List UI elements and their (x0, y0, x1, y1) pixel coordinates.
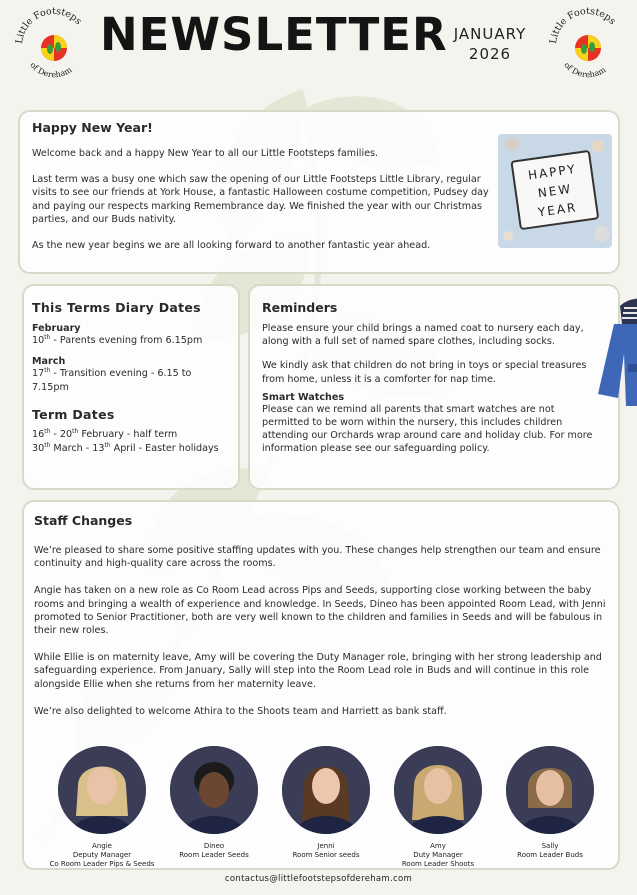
little-footsteps-logo (12, 6, 96, 82)
issue-month: JANUARY (453, 25, 527, 43)
staff-heading: Staff Changes (34, 513, 133, 528)
diary-heading: This Terms Diary Dates (32, 300, 201, 315)
march-event: 17th - Transition evening - 6.15 to 7.15pm (32, 366, 192, 393)
march-label: March (32, 356, 66, 367)
staff-paragraph-2: Angie has taken on a new role as Co Room Lead across Pips and Seeds, supporting close working between the baby rooms and bringing a wealth of experience and knowledge. In Seeds, Dineo has been appointed Room Lead, with Jenni promoted to Senior Practitioner, both are very well known to the children and families in Seeds and will be fabulous in their new roles. (34, 585, 606, 637)
staff-paragraph-4: We’re also delighted to welcome Athira to the Shoots team and Harriett as bank staff. (34, 705, 447, 717)
svg-text:Little Footsteps: Little Footsteps (548, 6, 618, 45)
reminder-smart-watches: Please can we remind all parents that smart watches are not permitted to be worn within the nursery, this includes children attending our Orchards wrap around care and holiday club. For more information please see our safeguarding policy. (262, 403, 593, 455)
svg-text:NEW: NEW (536, 181, 574, 201)
avatar (394, 746, 482, 834)
happy-new-year-lightbox-image (498, 134, 612, 248)
term-dates-heading: Term Dates (32, 407, 115, 422)
staff-member-jenni (266, 746, 386, 860)
staff-paragraph-3: While Ellie is on maternity leave, Amy will be covering the Duty Manager role, bringing with her strong leadership and safeguarding experience. From January, Sally will step into the Room Lead role in Buds and will continue in this role alongside Ellie when she returns from her maternity leave. (34, 652, 602, 690)
term-date-half-term: 16th - 20th February - half term (32, 427, 178, 440)
staff-paragraph-1: We’re pleased to share some positive staffing updates with you. These changes help strengthen our team and ensure continuity and high-quality care across the rooms. (34, 545, 601, 570)
svg-text:HAPPY: HAPPY (527, 161, 578, 183)
staff-role: Duty Manager (413, 851, 463, 859)
staff-member-angie (42, 746, 162, 869)
staff-role: Deputy Manager (72, 851, 132, 859)
staff-role-2: Room Leader Shoots (401, 860, 475, 868)
reminders-panel (248, 284, 620, 490)
avatar (282, 746, 370, 834)
newsletter-title: NEWSLETTER (100, 8, 448, 61)
diary-dates-panel (22, 284, 240, 490)
happy-new-year-panel (18, 110, 620, 274)
contact-email[interactable]: contactus@littlefootstepsofdereham.com (224, 874, 413, 884)
staff-name: Jenni (317, 842, 335, 850)
reminder-toys: We kindly ask that children do not bring in toys or special treasures from home, unless it is a comforter for nap time. (262, 360, 587, 385)
staff-changes-panel (22, 500, 620, 870)
staff-role: Room Senior seeds (292, 851, 360, 859)
little-footsteps-logo-right (546, 6, 630, 82)
staff-name: Dineo (203, 842, 225, 850)
avatar (506, 746, 594, 834)
staff-name: Sally (541, 842, 559, 850)
reminder-coat: Please ensure your child brings a named coat to nursery each day, along with a full set of named spare clothes, including socks. (262, 323, 584, 348)
staff-photos-row (32, 746, 612, 866)
staff-name: Amy (430, 842, 446, 850)
svg-text:of Dereham: of Dereham (562, 60, 608, 80)
staff-role: Room Leader Buds (517, 851, 583, 859)
avatar (170, 746, 258, 834)
coat-icon (590, 294, 637, 414)
happy-paragraph-1: Welcome back and a happy New Year to all our Little Footsteps families. (32, 148, 379, 159)
term-date-easter: 30th March - 13th April - Easter holidays (32, 441, 219, 454)
happy-paragraph-2: Last term was a busy one which saw the opening of our Little Footsteps Little Library, regular visits to see our friends at York House, a fantastic Halloween costume competition, Pudsey day and paying our respects marking Remembrance day. We finished the year with our Christmas parties, and our Buds nativity. (32, 174, 489, 225)
staff-member-amy (378, 746, 498, 869)
staff-member-sally (490, 746, 610, 860)
staff-member-dineo (154, 746, 274, 860)
february-event: 10th - Parents evening from 6.15pm (32, 333, 203, 346)
staff-name: Angie (92, 842, 112, 850)
reminders-heading: Reminders (262, 300, 338, 315)
smart-watches-heading: Smart Watches (262, 391, 345, 403)
issue-date (440, 24, 540, 64)
happy-heading: Happy New Year! (32, 120, 153, 135)
avatar (58, 746, 146, 834)
staff-role-2: Co Room Leader Pips & Seeds (49, 860, 155, 868)
svg-text:YEAR: YEAR (537, 200, 579, 220)
issue-year: 2026 (468, 45, 512, 63)
happy-paragraph-3: As the new year begins we are all looking forward to another fantastic year ahead. (32, 240, 431, 252)
svg-text:Little Footsteps: Little Footsteps (14, 6, 84, 45)
staff-role: Room Leader Seeds (179, 851, 249, 859)
february-label: February (32, 323, 81, 334)
svg-text:of Dereham: of Dereham (28, 60, 74, 80)
